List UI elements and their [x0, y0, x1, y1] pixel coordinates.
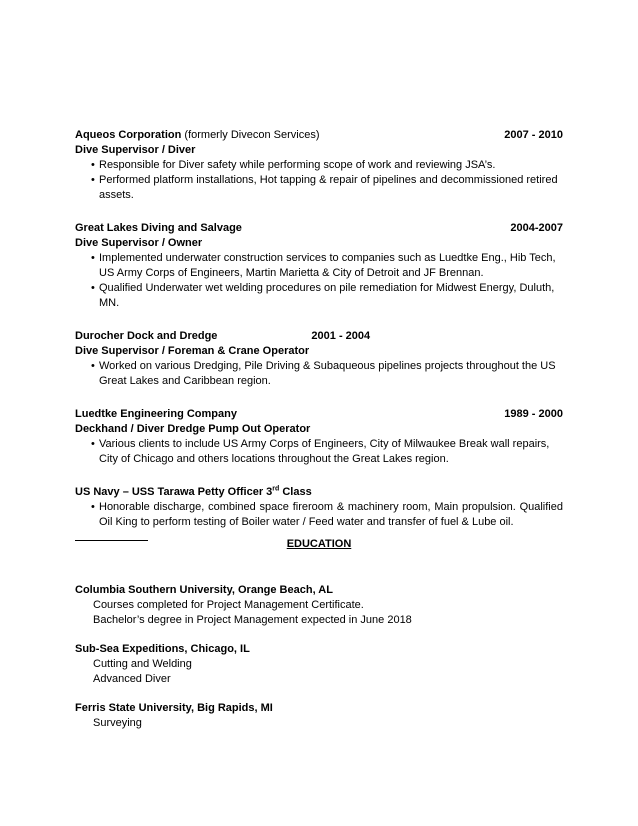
school-sub-sea [75, 642, 563, 687]
job-title: Dive Supervisor / Diver [75, 144, 196, 156]
job-header [75, 128, 563, 143]
job-bullets [75, 500, 563, 530]
job-title: Deckhand / Diver Dredge Pump Out Operator [75, 423, 311, 435]
company-name: Luedtke Engineering Company [75, 408, 237, 420]
bullet-item: • Implemented underwater construction services to companies such as Luedtke Eng., Hib Tech, US Army Corps of Engineers, Martin Marietta & City of Detroit and JF Brennan. [91, 252, 556, 279]
education-heading: EDUCATION [286, 538, 352, 550]
school-ferris [75, 701, 563, 731]
bullet-glyph: • [91, 282, 95, 294]
company-name: Great Lakes Diving and Salvage [75, 222, 242, 234]
company-name: Aqueos Corporation [75, 129, 182, 141]
company-note: (formerly Divecon Services) [181, 129, 320, 141]
job-dates: 2001 - 2004 [311, 330, 371, 342]
bullet-glyph: • [91, 360, 95, 372]
job-aqueos [75, 128, 563, 203]
company-name: US Navy – USS Tarawa Petty Officer 3rd Class [75, 485, 312, 498]
bullet-glyph: • [91, 252, 95, 264]
school-detail: Bachelor’s degree in Project Management expected in June 2018 [93, 614, 412, 626]
company-name: Durocher Dock and Dredge [75, 330, 218, 342]
job-great-lakes [75, 221, 563, 311]
job-header [75, 221, 563, 236]
school-name: Columbia Southern University, Orange Beach, AL [75, 584, 333, 596]
job-bullets [75, 359, 563, 389]
job-title: Dive Supervisor / Foreman & Crane Operator [75, 345, 310, 357]
school-name: Sub-Sea Expeditions, Chicago, IL [75, 643, 250, 655]
job-luedtke [75, 407, 563, 467]
school-detail: Cutting and Welding [93, 658, 192, 670]
school-columbia [75, 583, 563, 628]
job-bullets [75, 251, 563, 311]
bullet-glyph: • [91, 174, 95, 186]
bullet-glyph: • [91, 159, 95, 171]
bullet-item: • Performed platform installations, Hot tapping & repair of pipelines and decommissioned retired assets. [91, 174, 558, 201]
job-header [75, 407, 563, 422]
job-durocher [75, 329, 563, 389]
job-dates: 1989 - 2000 [504, 408, 563, 420]
job-dates: 2007 - 2010 [504, 129, 563, 141]
job-bullets [75, 437, 563, 467]
school-detail: Advanced Diver [93, 673, 171, 685]
job-title: Dive Supervisor / Owner [75, 237, 203, 249]
bullet-glyph: • [91, 438, 95, 450]
job-dates: 2004-2007 [510, 222, 563, 234]
job-bullets [75, 158, 563, 203]
school-detail: Courses completed for Project Management Certificate. [93, 599, 364, 611]
bullet-item: • Qualified Underwater wet welding procedures on pile remediation for Midwest Energy, Duluth, MN. [91, 282, 555, 309]
resume-content [75, 128, 563, 745]
school-name: Ferris State University, Big Rapids, MI [75, 702, 273, 714]
job-header [75, 329, 563, 344]
bullet-item: • Various clients to include US Army Corps of Engineers, City of Milwaukee Break wall repairs, City of Chicago and others locations throughout the Great Lakes region. [91, 438, 550, 465]
bullet-item: • Responsible for Diver safety while performing scope of work and reviewing JSA’s. [91, 159, 496, 171]
bullet-item: • Honorable discharge, combined space fireroom & machinery room, Main propulsion. Qualified Oil King to perform testing of Boiler water / Feed water and transfer of fuel & Lube oil. [91, 501, 563, 528]
job-us-navy [75, 485, 563, 530]
bullet-item: • Worked on various Dredging, Pile Driving & Subaqueous pipelines projects throughout the US Great Lakes and Caribbean region. [91, 360, 556, 387]
school-detail: Surveying [93, 717, 142, 729]
bullet-glyph: • [91, 501, 95, 513]
